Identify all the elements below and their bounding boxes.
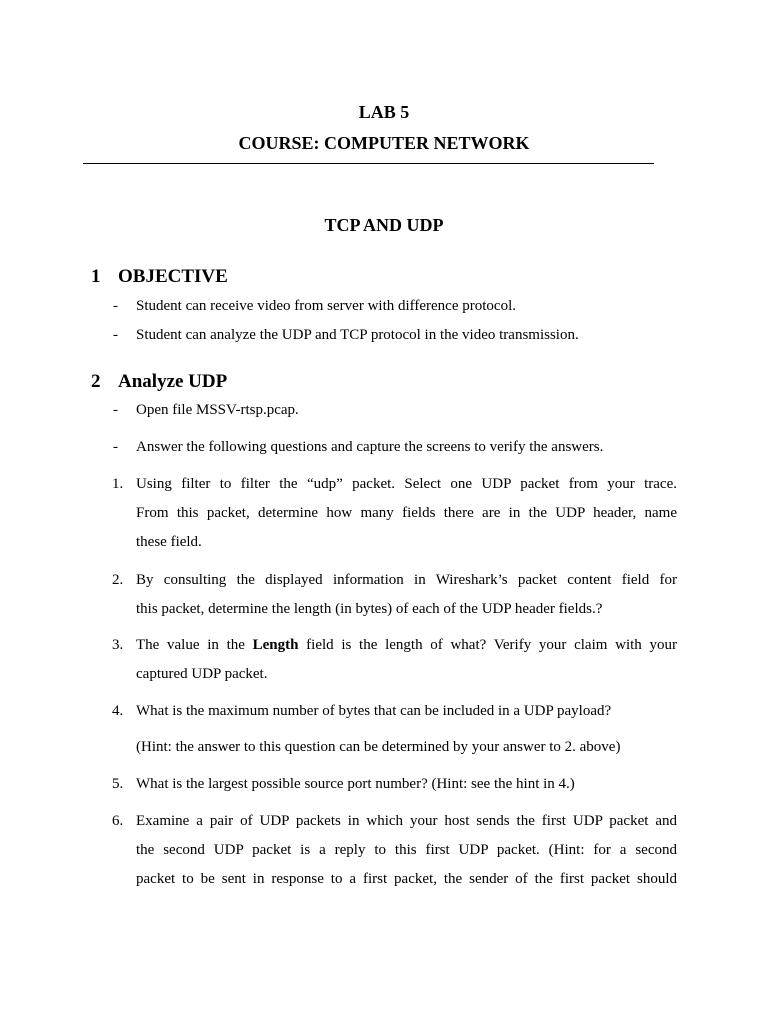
question-number: 2.: [112, 572, 124, 588]
question-2: [136, 566, 677, 624]
list-item: Open file MSSV-rtsp.pcap.: [136, 402, 299, 418]
question-line: What is the maximum number of bytes that can be included in a UDP payload?: [136, 703, 612, 719]
section-number: 1: [91, 266, 101, 287]
question-keyword: Length: [252, 637, 299, 653]
list-item: Answer the following questions and capture the screens to verify the answers.: [136, 439, 604, 455]
question-line: captured UDP packet.: [136, 666, 268, 682]
section-number: 2: [91, 371, 101, 392]
course-title: COURSE: COMPUTER NETWORK: [238, 133, 530, 153]
title-divider: [83, 163, 654, 164]
question-6: [136, 807, 677, 894]
bullet-dash: -: [113, 402, 118, 418]
bullet-dash: -: [113, 439, 118, 455]
question-line: [136, 631, 677, 660]
question-line: packet to be sent in response to a first packet, the sender of the first packet should: [136, 871, 677, 887]
question-number: 4.: [112, 703, 124, 719]
question-number: 6.: [112, 813, 124, 829]
list-item: Student can receive video from server with difference protocol.: [136, 298, 516, 314]
question-line: What is the largest possible source port number? (Hint: see the hint in 4.): [136, 776, 575, 792]
lab-title: LAB 5: [358, 102, 410, 122]
question-line: this packet, determine the length (in bytes) of each of the UDP header fields.?: [136, 601, 603, 617]
question-1: [136, 470, 677, 557]
question-text: The value in the: [136, 637, 253, 653]
question-number: 3.: [112, 637, 124, 653]
question-text: field is the length of what? Verify your claim with your: [298, 637, 677, 653]
question-number: 1.: [112, 476, 124, 492]
question-line: these field.: [136, 534, 202, 550]
section-heading-objective: [91, 266, 228, 288]
bullet-dash: -: [113, 298, 118, 314]
question-number: 5.: [112, 776, 124, 792]
section-title: OBJECTIVE: [118, 266, 228, 287]
section-title: Analyze UDP: [118, 371, 228, 392]
section-heading-analyze-udp: [91, 371, 227, 393]
list-item: Student can analyze the UDP and TCP protocol in the video transmission.: [136, 327, 579, 343]
question-line: By consulting the displayed information in Wireshark’s packet content field for: [136, 572, 677, 588]
bullet-dash: -: [113, 327, 118, 343]
topic-title: TCP AND UDP: [324, 215, 444, 235]
question-line: Using filter to filter the “udp” packet. Select one UDP packet from your trace.: [136, 476, 677, 492]
question-line: (Hint: the answer to this question can be determined by your answer to 2. above): [136, 739, 621, 755]
question-line: From this packet, determine how many fields there are in the UDP header, name: [136, 505, 677, 521]
question-line: the second UDP packet is a reply to this first UDP packet. (Hint: for a second: [136, 842, 677, 858]
question-3: [136, 631, 677, 689]
question-line: Examine a pair of UDP packets in which your host sends the first UDP packet and: [136, 813, 677, 829]
